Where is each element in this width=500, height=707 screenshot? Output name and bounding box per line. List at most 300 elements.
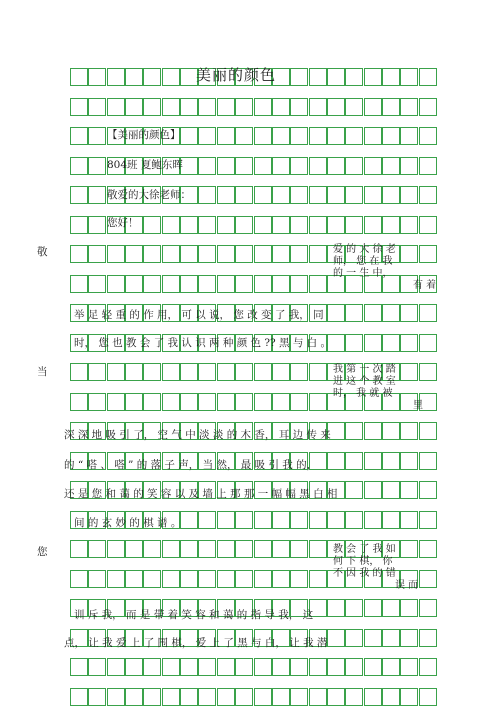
grid-cell: [327, 157, 345, 175]
grid-cell: [345, 157, 363, 175]
grid-cell: [162, 688, 180, 706]
grid-cell: [125, 570, 143, 588]
body-line: 深 深 地 吸 引 了， 空 气 中 淡 淡 的 木 香， 耳 边 传 来: [64, 429, 331, 441]
grid-cell: [382, 186, 400, 204]
grid-cell: [235, 216, 253, 234]
grid-cell: [419, 540, 437, 558]
grid-cell: [419, 186, 437, 204]
grid-cell: [400, 304, 418, 322]
grid-cell: [162, 98, 180, 116]
grid-cell: [419, 68, 437, 86]
grid-cell: [125, 540, 143, 558]
grid-cell: [272, 363, 290, 381]
grid-cell: [364, 186, 382, 204]
grid-cell: [180, 540, 198, 558]
grid-cell: [125, 68, 143, 86]
grid-cell: [180, 245, 198, 263]
grid-cell: [180, 216, 198, 234]
grid-cell: [419, 127, 437, 145]
grid-cell: [400, 540, 418, 558]
grid-cell: [235, 658, 253, 676]
grid-cell: [364, 157, 382, 175]
body-line: 时， 您 也 教 会 了 我 认 识 两 种 颜 色 ?? 黑 与 白 。: [74, 337, 331, 349]
grid-cell: [400, 245, 418, 263]
grid-cell: [290, 245, 308, 263]
grid-cell: [327, 68, 345, 86]
grid-cell: [180, 570, 198, 588]
grid-cell: [217, 186, 235, 204]
author-line: 804班 夏鲍东晖: [107, 159, 183, 171]
grid-cell: [400, 629, 418, 647]
grid-cell: [70, 98, 88, 116]
grid-cell: [254, 157, 272, 175]
grid-cell: [235, 275, 253, 293]
grid-cell: [309, 186, 327, 204]
grid-cell: [382, 658, 400, 676]
grid-cell: [345, 599, 363, 617]
grid-cell: [162, 658, 180, 676]
stacked-line: 爱 的 大 徐 老: [333, 244, 396, 255]
grid-cell: [345, 216, 363, 234]
grid-cell: [382, 511, 400, 529]
grid-cell: [309, 658, 327, 676]
grid-cell: [180, 127, 198, 145]
grid-cell: [419, 363, 437, 381]
grid-cell: [309, 363, 327, 381]
stacked-line: 师， 您 在 我: [333, 256, 393, 267]
grid-cell: [345, 511, 363, 529]
grid-cell: [309, 540, 327, 558]
grid-cell: [419, 688, 437, 706]
grid-cell: [235, 98, 253, 116]
grid-cell: [180, 511, 198, 529]
stacked-line: 时， 我 就 被: [333, 388, 393, 399]
grid-cell: [70, 216, 88, 234]
grid-cell: [419, 157, 437, 175]
grid-cell: [364, 304, 382, 322]
grid-cell: [290, 688, 308, 706]
grid-cell: [327, 599, 345, 617]
grid-cell: [419, 422, 437, 440]
grid-cell: [254, 393, 272, 411]
grid-cell: [272, 186, 290, 204]
grid-cell: [162, 393, 180, 411]
grid-cell: [345, 629, 363, 647]
grid-cell: [254, 540, 272, 558]
stacked-line: 我 第 一 次 踏: [333, 364, 396, 375]
grid-cell: [107, 68, 125, 86]
grid-cell: [400, 127, 418, 145]
grid-cell: [88, 275, 106, 293]
grid-cell: [235, 570, 253, 588]
grid-cell: [327, 98, 345, 116]
grid-cell: [272, 98, 290, 116]
grid-cell: [419, 481, 437, 499]
grid-cell: [107, 98, 125, 116]
grid-cell: [254, 363, 272, 381]
grid-cell: [254, 511, 272, 529]
grid-cell: [400, 511, 418, 529]
grid-cell: [143, 393, 161, 411]
grid-cell: [143, 540, 161, 558]
grid-cell: [125, 245, 143, 263]
grid-cell: [198, 245, 216, 263]
grid-cell: [400, 186, 418, 204]
grid-cell: [272, 688, 290, 706]
grid-cell: [419, 452, 437, 470]
grid-cell: [198, 98, 216, 116]
grid-cell: [198, 157, 216, 175]
grid-cell: [419, 334, 437, 352]
grid-cell: [217, 363, 235, 381]
grid-cell: [309, 216, 327, 234]
grid-cell: [88, 363, 106, 381]
grid-cell: [364, 216, 382, 234]
grid-cell: [198, 186, 216, 204]
grid-cell: [235, 245, 253, 263]
grid-cell: [272, 658, 290, 676]
grid-cell: [88, 570, 106, 588]
body-line: 的 “ 嗒 、 嗒 ” 的 落 子 声， 当 然， 最 吸 引 我 的，: [64, 459, 318, 471]
grid-cell: [364, 629, 382, 647]
stacked-line: 误 而: [395, 580, 419, 591]
grid-cell: [143, 68, 161, 86]
grid-cell: [382, 127, 400, 145]
grid-cell: [345, 481, 363, 499]
grid-cell: [88, 688, 106, 706]
grid-cell: [254, 216, 272, 234]
grid-cell: [290, 570, 308, 588]
grid-cell: [88, 98, 106, 116]
grid-cell: [107, 688, 125, 706]
grid-cell: [309, 157, 327, 175]
grid-cell: [125, 688, 143, 706]
grid-cell: [272, 275, 290, 293]
grid-cell: [327, 216, 345, 234]
grid-cell: [107, 570, 125, 588]
grid-cell: [70, 245, 88, 263]
grid-cell: [364, 599, 382, 617]
grid-cell: [382, 481, 400, 499]
grid-cell: [217, 688, 235, 706]
grid-cell: [364, 422, 382, 440]
grid-cell: [309, 245, 327, 263]
grid-cell: [70, 68, 88, 86]
grid-cell: [309, 688, 327, 706]
grid-cell: [327, 511, 345, 529]
grid-cell: [382, 304, 400, 322]
grid-cell: [364, 334, 382, 352]
grid-cell: [143, 658, 161, 676]
grid-cell: [400, 688, 418, 706]
grid-cell: [125, 275, 143, 293]
grid-cell: [88, 186, 106, 204]
grid-cell: [198, 127, 216, 145]
grid-cell: [217, 511, 235, 529]
grid-cell: [382, 98, 400, 116]
grid-cell: [143, 275, 161, 293]
grid-cell: [254, 658, 272, 676]
grid-cell: [272, 216, 290, 234]
grid-cell: [125, 98, 143, 116]
stacked-line: 有 着: [413, 280, 437, 291]
grid-cell: [272, 570, 290, 588]
grid-cell: [419, 599, 437, 617]
grid-cell: [254, 186, 272, 204]
grid-cell: [400, 334, 418, 352]
grid-cell: [70, 658, 88, 676]
grid-cell: [290, 540, 308, 558]
grid-cell: [364, 688, 382, 706]
grid-cell: [217, 157, 235, 175]
grid-cell: [70, 127, 88, 145]
grid-cell: [382, 629, 400, 647]
grid-cell: [162, 363, 180, 381]
grid-cell: [364, 98, 382, 116]
grid-cell: [235, 186, 253, 204]
grid-cell: [235, 127, 253, 145]
grid-cell: [272, 393, 290, 411]
grid-cell: [345, 658, 363, 676]
stacked-line: 的 一 生 中，: [333, 268, 393, 279]
grid-cell: [382, 68, 400, 86]
grid-cell: [327, 658, 345, 676]
grid-cell: [217, 275, 235, 293]
body-line: 举 足 轻 重 的 作 用， 可 以 说， 您 改 变 了 我， 同: [74, 309, 324, 321]
grid-cell: [290, 186, 308, 204]
grid-cell: [419, 304, 437, 322]
grid-cell: [290, 127, 308, 145]
grid-cell: [345, 98, 363, 116]
grid-row: [70, 98, 437, 116]
grid-cell: [364, 68, 382, 86]
grid-cell: [345, 334, 363, 352]
grid-cell: [400, 422, 418, 440]
body-line: 点， 让 我 爱 上 了 围 棋， 爱 上 了 黑 与 白， 让 我 潜: [64, 637, 328, 649]
grid-cell: [217, 98, 235, 116]
grid-cell: [180, 658, 198, 676]
grid-cell: [419, 570, 437, 588]
stacked-line: 教 会 了 我 如: [333, 544, 396, 555]
grid-row: [70, 658, 437, 676]
grid-cell: [107, 363, 125, 381]
grid-cell: [70, 363, 88, 381]
grid-cell: [70, 157, 88, 175]
grid-cell: [143, 245, 161, 263]
grid-cell: [162, 570, 180, 588]
body-line: 训 斥 我， 而 是 带 着 笑 容 和 蔼 的 指 导 我， 这: [74, 609, 314, 621]
essay-title: 美丽的颜色: [196, 66, 277, 84]
grid-cell: [419, 245, 437, 263]
body-line: 间 的 玄 妙 的 棋 谱 。: [74, 517, 182, 529]
grid-cell: [125, 658, 143, 676]
grid-cell: [272, 245, 290, 263]
grid-cell: [400, 68, 418, 86]
grid-cell: [327, 688, 345, 706]
grid-cell: [88, 216, 106, 234]
grid-cell: [162, 540, 180, 558]
grid-cell: [272, 540, 290, 558]
grid-cell: [88, 68, 106, 86]
grid-cell: [364, 511, 382, 529]
grid-cell: [235, 363, 253, 381]
grid-cell: [382, 157, 400, 175]
grid-cell: [272, 511, 290, 529]
grid-cell: [254, 127, 272, 145]
grid-cell: [382, 688, 400, 706]
grid-cell: [235, 511, 253, 529]
grid-cell: [364, 127, 382, 145]
grid-cell: [198, 540, 216, 558]
grid-cell: [107, 245, 125, 263]
grid-cell: [162, 216, 180, 234]
grid-cell: [400, 658, 418, 676]
grid-cell: [364, 452, 382, 470]
grid-cell: [235, 157, 253, 175]
grid-cell: [309, 511, 327, 529]
grid-cell: [272, 127, 290, 145]
stacked-line: 不 因 我 的 错: [333, 568, 396, 579]
grid-cell: [345, 688, 363, 706]
grid-cell: [198, 275, 216, 293]
grid-cell: [88, 658, 106, 676]
grid-cell: [400, 216, 418, 234]
grid-cell: [400, 363, 418, 381]
essay-header: 【美丽的颜色】: [107, 129, 181, 141]
grid-cell: [217, 570, 235, 588]
grid-cell: [345, 68, 363, 86]
grid-row: [70, 688, 437, 706]
grid-cell: [400, 481, 418, 499]
grid-cell: [345, 452, 363, 470]
grid-cell: [198, 216, 216, 234]
grid-cell: [162, 245, 180, 263]
grid-cell: [309, 98, 327, 116]
grid-cell: [88, 157, 106, 175]
grid-cell: [217, 127, 235, 145]
grid-cell: [70, 570, 88, 588]
grid-cell: [88, 540, 106, 558]
grid-cell: [272, 157, 290, 175]
grid-cell: [198, 658, 216, 676]
grid-cell: [198, 511, 216, 529]
grid-cell: [217, 216, 235, 234]
side-char-3: 您: [37, 546, 48, 558]
grid-cell: [290, 68, 308, 86]
grid-cell: [309, 570, 327, 588]
grid-cell: [290, 511, 308, 529]
grid-cell: [290, 393, 308, 411]
grid-cell: [419, 511, 437, 529]
grid-cell: [419, 629, 437, 647]
grid-cell: [70, 540, 88, 558]
grid-cell: [180, 688, 198, 706]
grid-cell: [180, 393, 198, 411]
stacked-line: 里: [413, 400, 423, 411]
grid-cell: [217, 245, 235, 263]
grid-cell: [235, 540, 253, 558]
grid-cell: [254, 245, 272, 263]
grid-cell: [290, 275, 308, 293]
greeting-line: 敬爱的大徐老师：: [107, 189, 191, 201]
stacked-line: 进 这 个 教 室: [333, 376, 396, 387]
grid-cell: [290, 157, 308, 175]
grid-cell: [198, 363, 216, 381]
grid-cell: [88, 127, 106, 145]
grid-cell: [143, 98, 161, 116]
grid-cell: [198, 393, 216, 411]
grid-cell: [143, 570, 161, 588]
grid-cell: [198, 570, 216, 588]
grid-cell: [180, 363, 198, 381]
grid-cell: [254, 570, 272, 588]
grid-cell: [217, 658, 235, 676]
side-char-2: 当: [37, 366, 48, 378]
grid-cell: [70, 688, 88, 706]
grid-cell: [382, 599, 400, 617]
grid-cell: [143, 363, 161, 381]
grid-cell: [290, 658, 308, 676]
grid-cell: [143, 216, 161, 234]
grid-cell: [419, 658, 437, 676]
grid-cell: [235, 393, 253, 411]
grid-cell: [125, 363, 143, 381]
grid-cell: [309, 68, 327, 86]
grid-cell: [364, 481, 382, 499]
grid-cell: [327, 304, 345, 322]
grid-cell: [70, 186, 88, 204]
grid-cell: [327, 452, 345, 470]
grid-cell: [107, 393, 125, 411]
grid-cell: [70, 275, 88, 293]
hello-line: 您好！: [107, 217, 139, 229]
grid-cell: [309, 393, 327, 411]
grid-cell: [327, 186, 345, 204]
grid-cell: [400, 157, 418, 175]
grid-cell: [198, 688, 216, 706]
grid-cell: [107, 658, 125, 676]
grid-cell: [382, 216, 400, 234]
grid-cell: [327, 629, 345, 647]
grid-cell: [254, 275, 272, 293]
grid-cell: [382, 422, 400, 440]
grid-cell: [88, 245, 106, 263]
grid-cell: [400, 452, 418, 470]
grid-cell: [254, 688, 272, 706]
grid-cell: [327, 127, 345, 145]
grid-cell: [290, 363, 308, 381]
grid-cell: [309, 127, 327, 145]
grid-cell: [143, 688, 161, 706]
grid-cell: [125, 393, 143, 411]
grid-cell: [254, 98, 272, 116]
grid-cell: [162, 68, 180, 86]
grid-cell: [217, 393, 235, 411]
grid-cell: [400, 98, 418, 116]
grid-cell: [290, 216, 308, 234]
stacked-line: 何 下 棋， 你: [333, 556, 393, 567]
grid-cell: [235, 688, 253, 706]
grid-cell: [180, 98, 198, 116]
grid-cell: [382, 452, 400, 470]
grid-cell: [217, 540, 235, 558]
grid-cell: [382, 334, 400, 352]
grid-cell: [88, 393, 106, 411]
grid-cell: [419, 216, 437, 234]
grid-cell: [345, 304, 363, 322]
grid-cell: [70, 393, 88, 411]
grid-cell: [364, 658, 382, 676]
